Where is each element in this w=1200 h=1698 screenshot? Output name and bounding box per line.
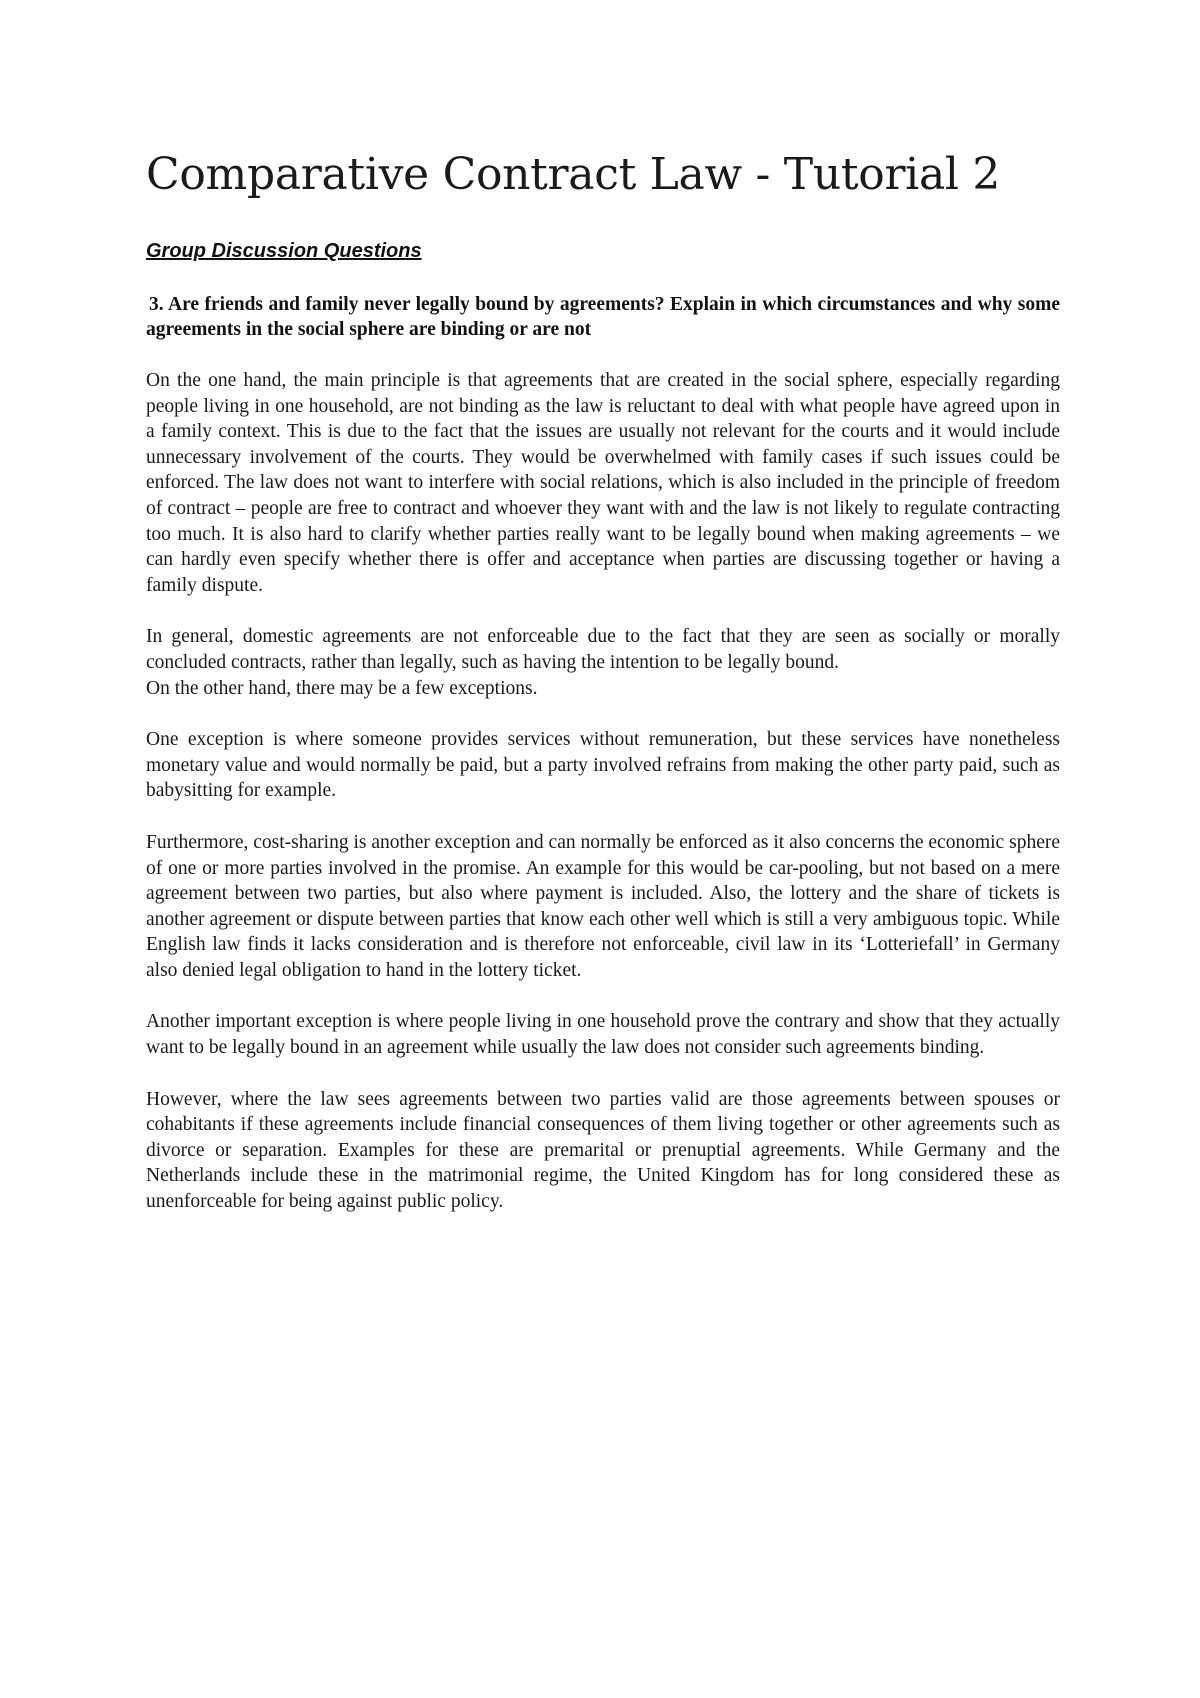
discussion-question: 3. Are friends and family never legally bound by agreements? Explain in which circumstances and why some agreements in the social sphere are binding or are not	[146, 294, 1060, 340]
document-body	[146, 146, 1060, 1215]
paragraph-domestic-agreements: In general, domestic agreements are not enforceable due to the fact that they are seen as socially or morally concluded contracts, rather than legally, such as having the intention to be legally bound.	[146, 626, 1060, 673]
paragraph-household-exception: Another important exception is where people living in one household prove the contrary and show that they actually want to be legally bound in an agreement while usually the law does not consider such agreements binding.	[146, 1011, 1060, 1059]
paragraph-spouses-agreements: However, where the law sees agreements between two parties valid are those agreements between spouses or cohabitants if these agreements include financial consequences of them living together or other agreements such as divorce or separation. Examples for these are premarital or prenuptial agreements. While Germany and the Netherlands include these in the matrimonial regime, the United Kingdom has for long considered these as unenforceable for being against public policy.	[146, 1088, 1060, 1213]
section-heading: Group Discussion Questions	[146, 240, 422, 262]
paragraph-cost-sharing: Furthermore, cost-sharing is another exception and can normally be enforced as it also concerns the economic sphere of one or more parties involved in the promise. An example for this would be car-pooling, but not based on a mere agreement between two parties, but also where payment is included. Also, the lottery and the share of tickets is another agreement or dispute between parties that know each other well which is still a very ambiguous topic. While English law finds it lacks consideration and is therefore not enforceable, civil law in its ‘Lotteriefall’ in Germany also denied legal obligation to hand in the lottery ticket.	[146, 831, 1060, 981]
paragraph-main-principle: On the one hand, the main principle is that agreements that are created in the social sphere, especially regarding people living in one household, are not binding as the law is reluctant to deal with what people have agreed upon in a family context. This is due to the fact that the issues are usually not relevant for the courts and it would include unnecessary involvement of the courts. They would be overwhelmed with family cases if such issues could be enforced. The law does not want to interfere with social relations, which is also included in the principle of freedom of contract – people are free to contract and whoever they want with and the law is not likely to regulate contracting too much. It is also hard to clarify whether parties really want to be legally bound when making agreements – we can hardly even specify whether there is offer and acceptance when parties are discussing together or having a family dispute.	[146, 370, 1060, 596]
paragraph-services-exception: One exception is where someone provides services without remuneration, but these services have nonetheless monetary value and would normally be paid, but a party involved refrains from making the other party paid, such as babysitting for example.	[146, 729, 1060, 802]
paragraph-exceptions-intro: On the other hand, there may be a few exceptions.	[146, 677, 538, 699]
document-title: Comparative Contract Law - Tutorial 2	[146, 149, 1001, 200]
